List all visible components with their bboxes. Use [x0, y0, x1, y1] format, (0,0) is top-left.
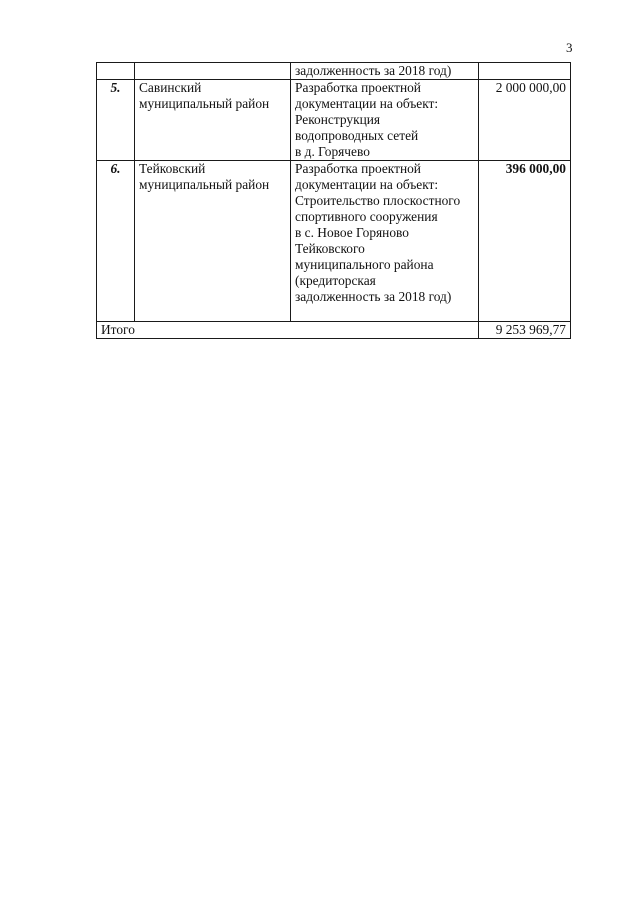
- total-label: Итого: [97, 322, 479, 339]
- purpose-line: в с. Новое Горяново: [295, 225, 409, 240]
- district-cell: [135, 80, 291, 161]
- purpose-line: задолженность за 2018 год): [295, 63, 452, 78]
- purpose-line: (кредиторская: [295, 273, 376, 288]
- purpose-line: спортивного сооружения: [295, 209, 438, 224]
- row-number: 5.: [97, 80, 135, 161]
- purpose-line: Разработка проектной: [295, 161, 421, 176]
- amount-cell: 2 000 000,00: [479, 80, 571, 161]
- purpose-line: документации на объект:: [295, 96, 439, 111]
- purpose-line: Строительство плоскостного: [295, 193, 461, 208]
- purpose-cell: [291, 80, 479, 161]
- purpose-line: водопроводных сетей: [295, 128, 419, 143]
- table-row-continued: [97, 63, 571, 80]
- table-row: [97, 161, 571, 322]
- num-cell: [97, 63, 135, 80]
- amount-cell: [479, 63, 571, 80]
- purpose-line: задолженность за 2018 год): [295, 289, 452, 304]
- total-amount: 9 253 969,77: [479, 322, 571, 339]
- purpose-line: Разработка проектной: [295, 80, 421, 95]
- district-cell: [135, 63, 291, 80]
- district-cell: [135, 161, 291, 322]
- purpose-line: в д. Горячево: [295, 144, 370, 159]
- district-line: Савинский: [139, 80, 202, 95]
- amount-cell: 396 000,00: [479, 161, 571, 322]
- table-row-total: [97, 322, 571, 339]
- table-row: [97, 80, 571, 161]
- purpose-cell: [291, 63, 479, 80]
- purpose-cell: [291, 161, 479, 322]
- district-line: муниципальный район: [139, 177, 270, 192]
- district-line: муниципальный район: [139, 96, 270, 111]
- row-number: 6.: [97, 161, 135, 322]
- purpose-line: муниципального района: [295, 257, 434, 272]
- funding-table: [96, 62, 571, 339]
- purpose-line: Реконструкция: [295, 112, 381, 127]
- purpose-line: документации на объект:: [295, 177, 439, 192]
- page-number: 3: [566, 40, 573, 55]
- district-line: Тейковский: [139, 161, 206, 176]
- purpose-line: Тейковского: [295, 241, 365, 256]
